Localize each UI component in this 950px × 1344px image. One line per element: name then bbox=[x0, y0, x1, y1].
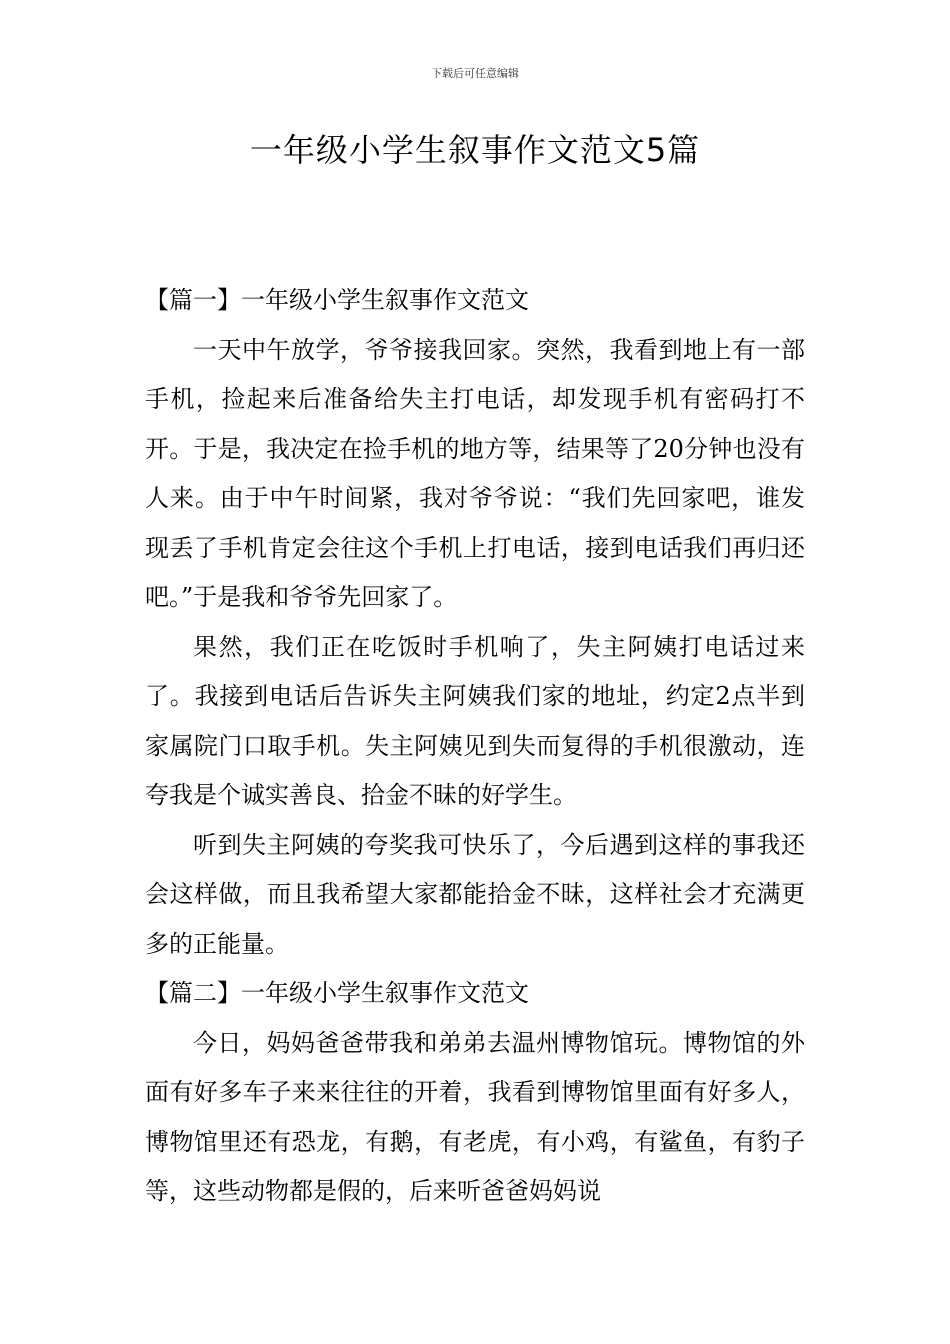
section-1-paragraph-3: 听到失主阿姨的夸奖我可快乐了，今后遇到这样的事我还会这样做，而且我希望大家都能拾金不昧，这样社会才充满更多的正能量。 bbox=[145, 830, 805, 958]
section-heading-2: 【篇二】一年级小学生叙事作文范文 bbox=[145, 979, 529, 1007]
section-heading-1: 【篇一】一年级小学生叙事作文范文 bbox=[145, 286, 529, 314]
section-2-paragraph-1: 今日，妈妈爸爸带我和弟弟去温州博物馆玩。博物馆的外面有好多车子来来往往的开着，我看到博物馆里面有好多人，博物馆里还有恐龙，有鹅，有老虎，有小鸡，有鲨鱼，有豹子等，这些动物都是假的，后来听爸爸妈妈说 bbox=[145, 1028, 805, 1205]
document-body bbox=[145, 276, 805, 1217]
section-1-paragraph-1: 一天中午放学，爷爷接我回家。突然，我看到地上有一部手机，捡起来后准备给失主打电话，却发现手机有密码打不开。于是，我决定在捡手机的地方等，结果等了20分钟也没有人来。由于中午时间紧，我对爷爷说：“我们先回家吧，谁发现丢了手机肯定会往这个手机上打电话，接到电话我们再归还吧。”于是我和爷爷先回家了。 bbox=[145, 335, 805, 611]
document-title: 一年级小学生叙事作文范文5篇 bbox=[249, 131, 701, 169]
section-1-paragraph-2: 果然，我们正在吃饭时手机响了，失主阿姨打电话过来了。我接到电话后告诉失主阿姨我们家的地址，约定2点半到家属院门口取手机。失主阿姨见到失而复得的手机很激动，连夸我是个诚实善良、拾金不昧的好学生。 bbox=[145, 632, 805, 809]
header-note: 下载后可任意编辑 bbox=[431, 67, 519, 80]
